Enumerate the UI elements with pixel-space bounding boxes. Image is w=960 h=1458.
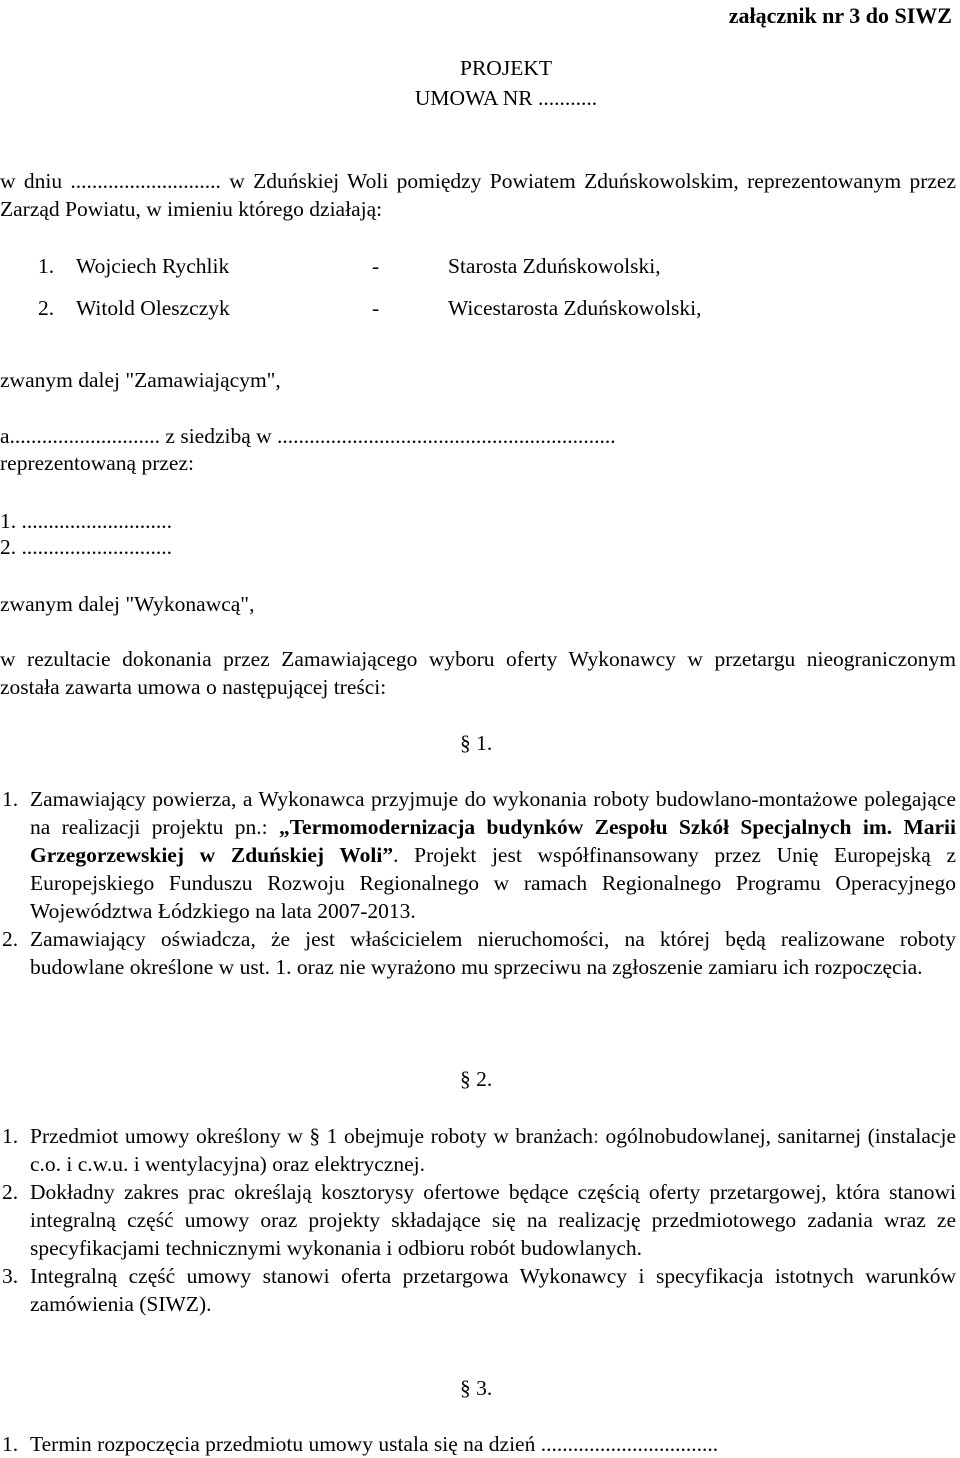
clause-text: . Projekt jest współfinansowany przez Unię Europejską z Europejskiego Funduszu Rozwoju Regionalnego w ramach Regionalnego Programu Operacyjnego Województwa Łódzkiego na lata 2007-2013.	[30, 843, 956, 923]
represented-by: reprezentowaną przez:	[0, 451, 194, 475]
party-name: Witold Oleszczyk	[76, 296, 230, 320]
representative-1: 1. ............................	[0, 509, 172, 533]
clause	[2, 925, 956, 981]
clause-text: Przedmiot umowy określony w § 1 obejmuje roboty w branżach	[30, 1124, 593, 1148]
clause-text: Dokładny zakres prac określają kosztorysy ofertowe będące częścią oferty przetargowej, która stanowi integralną część umowy oraz projekty składające się na realizację przedmiotowego zadania wraz ze specyfikacjami technicznymi wykonania i odbioru robót budowlanych.	[30, 1180, 956, 1260]
clause-number: 3.	[2, 1264, 19, 1288]
representative-2: 2. ............................	[0, 535, 172, 559]
clause-text: Integralną część umowy stanowi oferta przetargowa Wykonawcy i specyfikacja istotnych warunków zamówienia (SIWZ).	[30, 1264, 956, 1316]
project-name: „Termomodernizacja budynków Zespołu Szkół Specjalnych im. Marii Grzegorzewskiej w Zduńskiej Woli”	[30, 815, 956, 867]
clause	[2, 1430, 956, 1458]
clause-text: Zamawiający powierza, a Wykonawca przyjmuje do wykonania roboty budowlano-montażowe polegające na realizacji projektu pn.:	[30, 787, 956, 839]
clause	[2, 1178, 956, 1262]
clause	[2, 785, 956, 925]
party-role: Wicestarosta Zduńskowolski,	[448, 296, 702, 320]
clause-text: Termin rozpoczęcia przedmiotu umowy ustala się na dzień .................................	[30, 1432, 719, 1456]
party-number: 2.	[38, 296, 55, 320]
project-label: PROJEKT	[460, 56, 552, 80]
clause-number: 2.	[2, 1180, 19, 1204]
clause	[2, 1122, 956, 1178]
section-title: § 2.	[460, 1067, 493, 1091]
contractor-alias: zwanym dalej "Wykonawcą",	[0, 592, 255, 616]
intro-paragraph: w dniu ............................ w Zduńskiej Woli pomiędzy Powiatem Zduńskowolskim, reprezentowanym przez Zarząd Powiatu, w imieniu którego działają:	[0, 169, 956, 221]
clause-text: Zamawiający oświadcza, że jest właścicielem nieruchomości, na której będą realizowane roboty budowlane określone w ust. 1. oraz nie wyrażono mu sprzeciwu na zgłoszenie zamiaru ich rozpoczęcia.	[30, 927, 956, 979]
section-title: § 3.	[460, 1376, 493, 1400]
party-dash: -	[372, 254, 380, 278]
clause-text: ogólnobudowlanej, sanitarnej (instalacje c.o. i c.w.u. i wentylacyjna) oraz elektrycznej.	[30, 1124, 956, 1176]
clause-number: 2.	[2, 927, 19, 951]
party-name: Wojciech Rychlik	[76, 254, 230, 278]
clause-number: 1.	[2, 1124, 19, 1148]
section-title: § 1.	[460, 731, 493, 755]
contractor-line: a............................ z siedzibą w ...............................................................	[0, 424, 616, 448]
employer-alias: zwanym dalej "Zamawiającym",	[0, 368, 281, 392]
section-2-clauses	[2, 1122, 956, 1318]
result-paragraph: w rezultacie dokonania przez Zamawiającego wyboru oferty Wykonawcy w przetargu nieograniczonym została zawarta umowa o następującej treści:	[0, 647, 956, 699]
clause-number: 1.	[2, 1432, 19, 1456]
clause-colon: :	[593, 1124, 599, 1148]
annex-label: załącznik nr 3 do SIWZ	[728, 3, 952, 28]
clause-number: 1.	[2, 787, 19, 811]
clause	[2, 1262, 956, 1318]
contract-number: UMOWA NR ...........	[414, 86, 598, 110]
party-role: Starosta Zduńskowolski,	[448, 254, 661, 278]
party-dash: -	[372, 296, 380, 320]
party-number: 1.	[38, 254, 55, 278]
section-1-clauses	[2, 785, 956, 981]
section-3-clauses	[2, 1430, 956, 1458]
